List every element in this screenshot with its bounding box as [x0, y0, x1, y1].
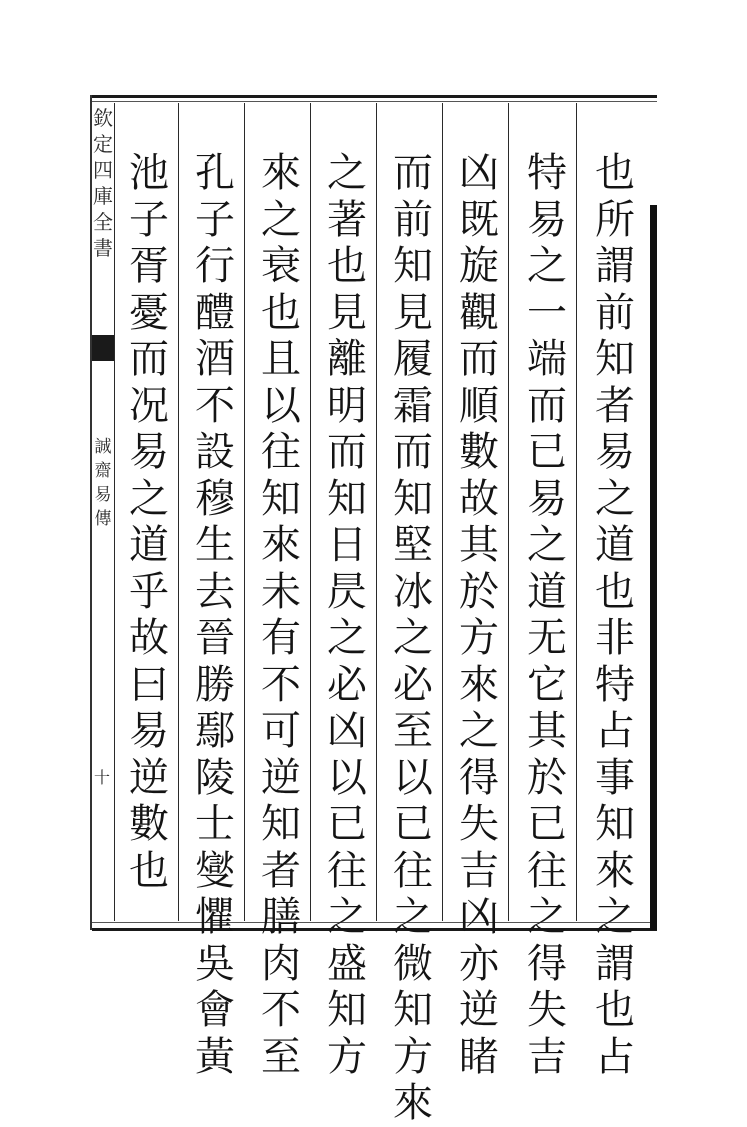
- text-column-6: [254, 150, 308, 1080]
- glyph: 往: [261, 429, 301, 475]
- glyph: 易: [129, 708, 169, 754]
- glyph: 往: [527, 847, 567, 894]
- glyph: 來: [393, 1080, 433, 1126]
- glyph: 知: [393, 987, 433, 1033]
- glyph: 膳: [261, 894, 301, 940]
- glyph: 而: [393, 150, 433, 196]
- glyph: 知: [327, 475, 367, 522]
- glyph: 必: [327, 661, 367, 708]
- glyph: 霜: [393, 382, 433, 429]
- glyph: 衰: [261, 243, 301, 289]
- glyph: 書: [93, 236, 113, 260]
- glyph: 冰: [393, 568, 433, 615]
- glyph: 失: [527, 987, 567, 1033]
- glyph: 生: [195, 522, 235, 568]
- glyph: 它: [527, 661, 567, 708]
- column-rule: [376, 103, 377, 921]
- glyph: 謂: [595, 940, 635, 987]
- glyph: 謂: [595, 243, 635, 289]
- glyph: 得: [527, 940, 567, 987]
- glyph: 懼: [195, 894, 235, 940]
- glyph: 已: [393, 801, 433, 847]
- text-column-5: [320, 150, 374, 1080]
- glyph: 道: [129, 522, 169, 568]
- glyph: 子: [129, 196, 169, 243]
- fishtail-mark: [92, 335, 114, 361]
- glyph: 知: [595, 801, 635, 847]
- glyph: 胥: [129, 243, 169, 289]
- glyph: 方: [459, 615, 499, 661]
- glyph: 陵: [195, 754, 235, 801]
- column-rule: [310, 103, 311, 921]
- glyph: 之: [459, 708, 499, 754]
- glyph: 无: [527, 615, 567, 661]
- glyph: 而: [459, 336, 499, 382]
- glyph: 乎: [129, 568, 169, 615]
- glyph: 欽: [93, 106, 113, 130]
- glyph: 子: [195, 196, 235, 243]
- glyph: 故: [459, 475, 499, 522]
- glyph: 來: [261, 150, 301, 196]
- glyph: 知: [261, 801, 301, 847]
- glyph: 士: [195, 801, 235, 847]
- glyph: 睹: [459, 1033, 499, 1080]
- glyph: 明: [327, 382, 367, 429]
- glyph: 而: [393, 429, 433, 475]
- glyph: 所: [595, 196, 635, 243]
- glyph: 有: [261, 615, 301, 661]
- glyph: 肉: [261, 940, 301, 987]
- glyph: 以: [327, 754, 367, 801]
- glyph: 來: [261, 522, 301, 568]
- glyph: 未: [261, 568, 301, 615]
- glyph: 觀: [459, 289, 499, 336]
- glyph: 知: [393, 475, 433, 522]
- text-column-3: [452, 150, 506, 1080]
- glyph: 也: [261, 289, 301, 336]
- glyph: 逆: [261, 754, 301, 801]
- text-column-8: [122, 150, 176, 894]
- glyph: 不: [195, 382, 235, 429]
- glyph: 可: [261, 708, 301, 754]
- glyph: 之: [393, 615, 433, 661]
- text-column-1: [588, 150, 642, 1080]
- glyph: 至: [393, 708, 433, 754]
- glyph: 端: [527, 336, 567, 382]
- column-rule: [576, 103, 577, 921]
- glyph: 得: [459, 754, 499, 801]
- glyph: 之: [327, 615, 367, 661]
- glyph: 去: [195, 568, 235, 615]
- glyph: 者: [261, 847, 301, 894]
- margin-title: [92, 105, 114, 261]
- glyph: 易: [94, 485, 112, 505]
- glyph: 見: [327, 289, 367, 336]
- glyph: 日: [327, 522, 367, 568]
- glyph: 其: [459, 522, 499, 568]
- glyph: 之: [393, 894, 433, 940]
- glyph: 定: [93, 132, 113, 156]
- glyph: 前: [595, 289, 635, 336]
- glyph: 必: [393, 661, 433, 708]
- glyph: 離: [327, 336, 367, 382]
- text-column-4: [386, 150, 440, 1127]
- glyph: 昃: [327, 568, 367, 615]
- glyph: 吳: [195, 940, 235, 987]
- glyph: 且: [261, 336, 301, 382]
- glyph: 堅: [393, 522, 433, 568]
- glyph: 見: [393, 289, 433, 336]
- glyph: 以: [261, 382, 301, 429]
- glyph: 之: [327, 894, 367, 940]
- glyph: 黃: [195, 1033, 235, 1080]
- glyph: 醴: [195, 289, 235, 336]
- glyph: 履: [393, 336, 433, 382]
- glyph: 道: [527, 568, 567, 615]
- glyph: 故: [129, 615, 169, 661]
- glyph: 已: [527, 429, 567, 475]
- glyph: 已: [527, 801, 567, 847]
- glyph: 全: [93, 210, 113, 234]
- column-rule: [178, 103, 179, 921]
- glyph: 晉: [195, 615, 235, 661]
- glyph: 不: [261, 661, 301, 708]
- glyph: 之: [129, 475, 169, 522]
- glyph: 易: [527, 475, 567, 522]
- glyph: 其: [527, 708, 567, 754]
- margin-page-number: 十: [94, 768, 111, 787]
- glyph: 知: [393, 243, 433, 289]
- frame-top-inner-rule: [92, 101, 657, 102]
- glyph: 前: [393, 196, 433, 243]
- glyph: 不: [261, 987, 301, 1033]
- glyph: 易: [527, 196, 567, 243]
- glyph: 庫: [93, 184, 113, 208]
- glyph: 非: [595, 615, 635, 661]
- glyph: 吉: [527, 1033, 567, 1080]
- glyph: 也: [595, 568, 635, 615]
- glyph: 者: [595, 382, 635, 429]
- glyph: 逆: [459, 987, 499, 1033]
- page-margin: [92, 105, 114, 920]
- glyph: 數: [459, 429, 499, 475]
- glyph: 道: [595, 522, 635, 568]
- glyph: 鄢: [195, 708, 235, 754]
- column-rule: [442, 103, 443, 921]
- column-rule: [114, 103, 115, 921]
- glyph: 以: [393, 754, 433, 801]
- glyph: 亦: [459, 940, 499, 987]
- glyph: 失: [459, 801, 499, 847]
- glyph: 盛: [327, 940, 367, 987]
- glyph: 勝: [195, 661, 235, 708]
- glyph: 憂: [129, 289, 169, 336]
- glyph: 數: [129, 801, 169, 847]
- glyph: 燮: [195, 847, 235, 894]
- glyph: 逆: [129, 754, 169, 801]
- glyph: 之: [261, 196, 301, 243]
- text-column-7: [188, 150, 242, 1080]
- glyph: 既: [459, 196, 499, 243]
- glyph: 孔: [195, 150, 235, 196]
- glyph: 知: [261, 475, 301, 522]
- glyph: 之: [327, 150, 367, 196]
- glyph: 之: [527, 243, 567, 289]
- glyph: 易: [595, 429, 635, 475]
- glyph: 也: [595, 150, 635, 196]
- glyph: 知: [595, 336, 635, 382]
- glyph: 凶: [459, 150, 499, 196]
- glyph: 來: [459, 661, 499, 708]
- glyph: 特: [595, 661, 635, 708]
- glyph: 傳: [94, 509, 112, 529]
- glyph: 旋: [459, 243, 499, 289]
- glyph: 已: [327, 801, 367, 847]
- glyph: 也: [129, 847, 169, 894]
- glyph: 於: [459, 568, 499, 615]
- glyph: 事: [595, 754, 635, 801]
- glyph: 况: [129, 382, 169, 429]
- glyph: 曰: [129, 661, 169, 708]
- glyph: 酒: [195, 336, 235, 382]
- glyph: 設: [195, 429, 235, 475]
- glyph: 穆: [195, 475, 235, 522]
- glyph: 行: [195, 243, 235, 289]
- margin-book-title: [92, 435, 114, 531]
- glyph: 來: [595, 847, 635, 894]
- glyph: 於: [527, 754, 567, 801]
- glyph: 順: [459, 382, 499, 429]
- glyph: 之: [595, 475, 635, 522]
- glyph: 一: [527, 289, 567, 336]
- glyph: 四: [93, 158, 113, 182]
- glyph: 吉: [459, 847, 499, 894]
- glyph: 誠: [94, 437, 112, 457]
- glyph: 往: [327, 847, 367, 894]
- glyph: 占: [595, 708, 635, 754]
- glyph: 著: [327, 196, 367, 243]
- glyph: 至: [261, 1033, 301, 1080]
- glyph: 而: [527, 382, 567, 429]
- glyph: 知: [327, 987, 367, 1033]
- glyph: 凶: [327, 708, 367, 754]
- glyph: 凶: [459, 894, 499, 940]
- glyph: 特: [527, 150, 567, 196]
- glyph: 方: [393, 1033, 433, 1080]
- glyph: 會: [195, 987, 235, 1033]
- glyph: 占: [595, 1033, 635, 1080]
- glyph: 而: [129, 336, 169, 382]
- glyph: 也: [595, 987, 635, 1033]
- frame-right-rule: [650, 205, 657, 930]
- frame-top-rule: [92, 95, 657, 98]
- glyph: 而: [327, 429, 367, 475]
- glyph: 之: [595, 894, 635, 940]
- glyph: 齋: [94, 461, 112, 481]
- glyph: 易: [129, 429, 169, 475]
- column-rule: [508, 103, 509, 921]
- text-column-2: [520, 150, 574, 1080]
- glyph: 池: [129, 150, 169, 196]
- glyph: 也: [327, 243, 367, 289]
- glyph: 之: [527, 894, 567, 940]
- glyph: 往: [393, 847, 433, 894]
- glyph: 之: [527, 522, 567, 568]
- glyph: 微: [393, 940, 433, 987]
- column-rule: [244, 103, 245, 921]
- glyph: 方: [327, 1033, 367, 1080]
